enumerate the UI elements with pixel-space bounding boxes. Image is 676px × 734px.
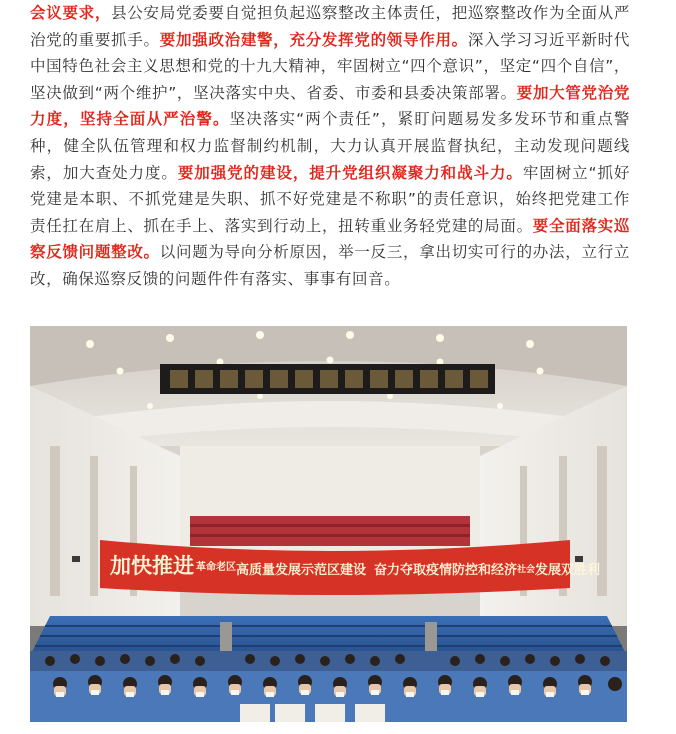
emphasis-run: 要全面落实巡察反馈问题整改。 (30, 216, 630, 262)
banner-text-main-3: 发展双胜利 (535, 563, 601, 578)
balcony (190, 516, 470, 546)
emphasis-run: 要加强党的建设，提升党组织凝聚力和战斗力。 (177, 163, 523, 182)
emphasis-run: 会议要求， (30, 4, 112, 22)
banner-text-small-1: 革命老区 (196, 562, 236, 573)
banner-text-small-2: 社会 (517, 565, 536, 575)
emphasis-run: 要加强政治建警，充分发挥党的领导作用。 (159, 30, 468, 49)
article-body (30, 0, 630, 293)
emphasis-run: 要加大管党治党力度，坚持全面从严治警。 (30, 83, 630, 129)
text-run: 深入学习习近平新时代中国特色社会主义思想和党的十九大精神，牢固树立“四个意识”，坚定“四个自信”，坚决做到“两个维护”，坚决落实中央、省委、市委和县委决策部署。 (30, 30, 630, 102)
banner-text-main-1: 高质量发展示范区建设 (236, 563, 367, 578)
banner-text-main-2: 奋力夺取疫情防控和经济 (374, 563, 518, 578)
banner-text-left: 加快推进 (110, 554, 194, 578)
text-run: 县公安局党委要自觉担负起巡察整改主体责任，把巡察整改作为全面从严治党的重要抓手。 (30, 4, 630, 49)
meeting-hall-photo (30, 326, 627, 722)
article-paragraph (30, 0, 630, 293)
text-run: 牢固树立“抓好党建是本职、不抓党建是失职、抓不好党建是不称职”的责任意识，始终把党建工作责任扛在肩上、抓在手上、落实到行动上，扭转重业务轻党建的局面。 (30, 163, 631, 235)
text-run: 以问题为导向分析原因，举一反三，拿出切实可行的办法，立行立改，确保巡察反馈的问题件件有落实、事事有回音。 (30, 243, 630, 288)
text-run: 坚决落实“两个责任”，紧盯问题易发多发环节和重点警种，健全队伍管理和权力监督制约机制，大力认真开展监督执纪，主动发现问题线索，加大查处力度。 (30, 110, 631, 182)
